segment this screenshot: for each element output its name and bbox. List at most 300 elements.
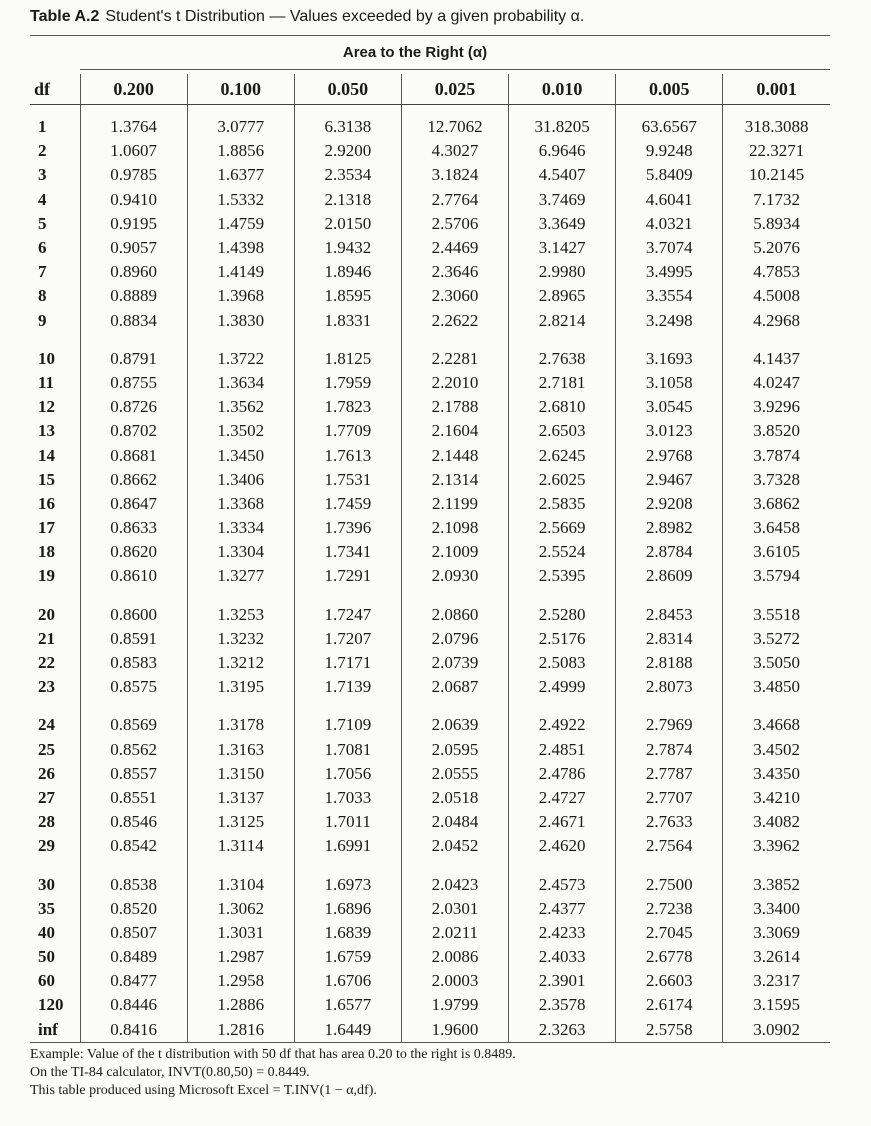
value-cell: 2.4620 <box>509 834 616 858</box>
value-cell: 1.3125 <box>187 810 294 834</box>
value-cell: 3.1058 <box>616 371 723 395</box>
value-cell: 0.8834 <box>80 309 187 333</box>
value-cell: 2.7500 <box>616 858 723 896</box>
value-cell: 2.5280 <box>509 589 616 627</box>
value-cell: 3.9296 <box>723 395 830 419</box>
df-cell: 5 <box>38 213 47 233</box>
table-row <box>30 858 830 896</box>
column-header: 0.010 <box>509 74 616 105</box>
table-label: Table A.2 <box>30 8 100 25</box>
table-row <box>30 564 830 588</box>
value-cell: 1.7247 <box>294 589 401 627</box>
value-cell: 2.7787 <box>616 762 723 786</box>
value-cell: 3.1427 <box>509 236 616 260</box>
value-cell: 4.6041 <box>616 188 723 212</box>
value-cell: 0.8520 <box>80 897 187 921</box>
value-cell: 1.6896 <box>294 897 401 921</box>
df-cell: 27 <box>38 787 55 807</box>
df-cell: 19 <box>38 566 55 586</box>
table-row <box>30 699 830 737</box>
df-cell: 35 <box>38 898 55 918</box>
value-cell: 1.7139 <box>294 675 401 699</box>
value-cell: 0.8591 <box>80 627 187 651</box>
value-cell: 2.2622 <box>401 309 508 333</box>
value-cell: 2.0739 <box>401 651 508 675</box>
value-cell: 1.4149 <box>187 260 294 284</box>
value-cell: 3.2614 <box>723 945 830 969</box>
value-cell: 2.5395 <box>509 564 616 588</box>
df-cell: 28 <box>38 812 55 832</box>
value-cell: 2.8784 <box>616 540 723 564</box>
value-cell: 12.7062 <box>401 105 508 140</box>
table-row <box>30 468 830 492</box>
value-cell: 10.2145 <box>723 163 830 187</box>
value-cell: 31.8205 <box>509 105 616 140</box>
value-cell: 2.1318 <box>294 188 401 212</box>
value-cell: 0.8538 <box>80 858 187 896</box>
value-cell: 5.8934 <box>723 212 830 236</box>
table-row <box>30 675 830 699</box>
df-cell: 10 <box>38 348 55 368</box>
value-cell: 4.1437 <box>723 333 830 371</box>
df-cell: 30 <box>38 874 55 894</box>
value-cell: 2.7564 <box>616 834 723 858</box>
value-cell: 3.4082 <box>723 810 830 834</box>
value-cell: 2.4922 <box>509 699 616 737</box>
value-cell: 1.9799 <box>401 993 508 1017</box>
value-cell: 1.7171 <box>294 651 401 675</box>
value-cell: 2.0555 <box>401 762 508 786</box>
table-row <box>30 284 830 308</box>
value-cell: 2.8188 <box>616 651 723 675</box>
value-cell: 1.3562 <box>187 395 294 419</box>
value-cell: 2.4377 <box>509 897 616 921</box>
table-row <box>30 589 830 627</box>
value-cell: 2.0796 <box>401 627 508 651</box>
value-cell: 1.3195 <box>187 675 294 699</box>
df-cell: 29 <box>38 836 55 856</box>
df-cell: 20 <box>38 604 55 624</box>
table-row <box>30 516 830 540</box>
value-cell: 3.5794 <box>723 564 830 588</box>
value-cell: 3.7874 <box>723 443 830 467</box>
df-cell: 12 <box>38 397 55 417</box>
table-row <box>30 419 830 443</box>
value-cell: 0.8791 <box>80 333 187 371</box>
df-cell: 17 <box>38 518 55 538</box>
value-cell: 9.9248 <box>616 139 723 163</box>
table-row <box>30 945 830 969</box>
table-row <box>30 139 830 163</box>
value-cell: 2.6503 <box>509 419 616 443</box>
value-cell: 3.8520 <box>723 419 830 443</box>
value-cell: 0.8551 <box>80 786 187 810</box>
value-cell: 1.3968 <box>187 284 294 308</box>
value-cell: 0.8542 <box>80 834 187 858</box>
value-cell: 2.1448 <box>401 443 508 467</box>
value-cell: 1.9432 <box>294 236 401 260</box>
df-cell: 1 <box>38 117 47 137</box>
value-cell: 1.3114 <box>187 834 294 858</box>
value-cell: 3.2317 <box>723 969 830 993</box>
value-cell: 2.5083 <box>509 651 616 675</box>
value-cell: 0.8557 <box>80 762 187 786</box>
value-cell: 1.6759 <box>294 945 401 969</box>
value-cell: 3.4210 <box>723 786 830 810</box>
df-cell: 14 <box>38 445 55 465</box>
value-cell: 2.7969 <box>616 699 723 737</box>
value-cell: 0.8416 <box>80 1018 187 1043</box>
table-row <box>30 786 830 810</box>
df-cell: 2 <box>38 141 47 161</box>
value-cell: 3.0777 <box>187 105 294 140</box>
value-cell: 2.4786 <box>509 762 616 786</box>
value-cell: 1.7011 <box>294 810 401 834</box>
value-cell: 0.8446 <box>80 993 187 1017</box>
value-cell: 2.7633 <box>616 810 723 834</box>
header-rule <box>80 69 830 70</box>
value-cell: 1.8946 <box>294 260 401 284</box>
value-cell: 3.5050 <box>723 651 830 675</box>
value-cell: 3.5518 <box>723 589 830 627</box>
value-cell: 1.3178 <box>187 699 294 737</box>
value-cell: 0.8489 <box>80 945 187 969</box>
value-cell: 2.5758 <box>616 1018 723 1043</box>
table-row <box>30 762 830 786</box>
table-row <box>30 921 830 945</box>
value-cell: 2.0484 <box>401 810 508 834</box>
value-cell: 2.4851 <box>509 738 616 762</box>
value-cell: 1.7531 <box>294 468 401 492</box>
value-cell: 1.3253 <box>187 589 294 627</box>
value-cell: 1.7109 <box>294 699 401 737</box>
value-cell: 2.7638 <box>509 333 616 371</box>
value-cell: 3.3649 <box>509 212 616 236</box>
value-cell: 3.4850 <box>723 675 830 699</box>
value-cell: 0.8562 <box>80 738 187 762</box>
value-cell: 1.4759 <box>187 212 294 236</box>
value-cell: 2.5176 <box>509 627 616 651</box>
value-cell: 3.3400 <box>723 897 830 921</box>
table-row <box>30 738 830 762</box>
table-row <box>30 395 830 419</box>
value-cell: 1.6577 <box>294 993 401 1017</box>
value-cell: 7.1732 <box>723 188 830 212</box>
table-row <box>30 236 830 260</box>
value-cell: 2.9980 <box>509 260 616 284</box>
value-cell: 2.0211 <box>401 921 508 945</box>
value-cell: 2.8073 <box>616 675 723 699</box>
value-cell: 1.3232 <box>187 627 294 651</box>
value-cell: 0.8546 <box>80 810 187 834</box>
df-cell: 6 <box>38 238 47 258</box>
value-cell: 3.3962 <box>723 834 830 858</box>
value-cell: 2.4469 <box>401 236 508 260</box>
value-cell: 1.7081 <box>294 738 401 762</box>
value-cell: 2.1314 <box>401 468 508 492</box>
value-cell: 0.8600 <box>80 589 187 627</box>
value-cell: 0.8889 <box>80 284 187 308</box>
table-row <box>30 105 830 140</box>
value-cell: 2.6245 <box>509 443 616 467</box>
value-cell: 1.4398 <box>187 236 294 260</box>
value-cell: 0.8633 <box>80 516 187 540</box>
value-cell: 1.8856 <box>187 139 294 163</box>
value-cell: 1.3764 <box>80 105 187 140</box>
df-cell: 120 <box>38 995 64 1015</box>
value-cell: 2.4573 <box>509 858 616 896</box>
value-cell: 0.8726 <box>80 395 187 419</box>
value-cell: 2.4999 <box>509 675 616 699</box>
value-cell: 2.4033 <box>509 945 616 969</box>
column-header: 0.200 <box>80 74 187 105</box>
value-cell: 2.5669 <box>509 516 616 540</box>
top-rule <box>30 35 830 36</box>
value-cell: 2.0003 <box>401 969 508 993</box>
column-header: 0.100 <box>187 74 294 105</box>
value-cell: 6.3138 <box>294 105 401 140</box>
value-cell: 3.4668 <box>723 699 830 737</box>
df-cell: 22 <box>38 653 55 673</box>
value-cell: 2.1009 <box>401 540 508 564</box>
df-cell: 25 <box>38 739 55 759</box>
value-cell: 2.5835 <box>509 492 616 516</box>
value-cell: 1.3502 <box>187 419 294 443</box>
value-cell: 2.6174 <box>616 993 723 1017</box>
df-cell: 40 <box>38 922 55 942</box>
value-cell: 2.8453 <box>616 589 723 627</box>
value-cell: 3.7074 <box>616 236 723 260</box>
df-cell: 9 <box>38 310 47 330</box>
value-cell: 2.7238 <box>616 897 723 921</box>
value-cell: 2.9768 <box>616 443 723 467</box>
value-cell: 1.3334 <box>187 516 294 540</box>
value-cell: 3.0902 <box>723 1018 830 1043</box>
value-cell: 0.8575 <box>80 675 187 699</box>
value-cell: 1.3163 <box>187 738 294 762</box>
value-cell: 2.2281 <box>401 333 508 371</box>
value-cell: 63.6567 <box>616 105 723 140</box>
value-cell: 1.3150 <box>187 762 294 786</box>
table-row <box>30 540 830 564</box>
value-cell: 0.9057 <box>80 236 187 260</box>
df-cell: 21 <box>38 628 55 648</box>
page-title <box>30 8 584 26</box>
value-cell: 2.8982 <box>616 516 723 540</box>
value-cell: 2.2010 <box>401 371 508 395</box>
value-cell: 0.8662 <box>80 468 187 492</box>
value-cell: 0.8960 <box>80 260 187 284</box>
value-cell: 2.1199 <box>401 492 508 516</box>
value-cell: 0.8569 <box>80 699 187 737</box>
table-row <box>30 969 830 993</box>
value-cell: 2.3263 <box>509 1018 616 1043</box>
table-row <box>30 309 830 333</box>
value-cell: 1.3212 <box>187 651 294 675</box>
value-cell: 2.9200 <box>294 139 401 163</box>
value-cell: 2.7764 <box>401 188 508 212</box>
value-cell: 2.0860 <box>401 589 508 627</box>
value-cell: 4.0321 <box>616 212 723 236</box>
value-cell: 1.2886 <box>187 993 294 1017</box>
value-cell: 2.0687 <box>401 675 508 699</box>
value-cell: 1.8331 <box>294 309 401 333</box>
value-cell: 0.9410 <box>80 188 187 212</box>
value-cell: 0.8681 <box>80 443 187 467</box>
value-cell: 1.7959 <box>294 371 401 395</box>
df-cell: 50 <box>38 947 55 967</box>
value-cell: 3.3554 <box>616 284 723 308</box>
value-cell: 1.3634 <box>187 371 294 395</box>
df-cell: 11 <box>38 372 55 392</box>
value-cell: 3.7328 <box>723 468 830 492</box>
value-cell: 1.3277 <box>187 564 294 588</box>
table-row <box>30 212 830 236</box>
value-cell: 1.6973 <box>294 858 401 896</box>
value-cell: 3.4350 <box>723 762 830 786</box>
value-cell: 1.7033 <box>294 786 401 810</box>
df-cell: 18 <box>38 542 55 562</box>
value-cell: 3.3852 <box>723 858 830 896</box>
value-cell: 1.7291 <box>294 564 401 588</box>
value-cell: 1.2816 <box>187 1018 294 1043</box>
df-cell: 13 <box>38 421 55 441</box>
value-cell: 0.8702 <box>80 419 187 443</box>
value-cell: 2.3534 <box>294 163 401 187</box>
value-cell: 1.3031 <box>187 921 294 945</box>
value-cell: 0.9785 <box>80 163 187 187</box>
value-cell: 318.3088 <box>723 105 830 140</box>
value-cell: 2.0930 <box>401 564 508 588</box>
value-cell: 4.5407 <box>509 163 616 187</box>
value-cell: 2.9467 <box>616 468 723 492</box>
value-cell: 1.2987 <box>187 945 294 969</box>
value-cell: 0.8647 <box>80 492 187 516</box>
df-cell: 60 <box>38 971 55 991</box>
table-row <box>30 260 830 284</box>
footnote-excel: This table produced using Microsoft Excel = T.INV(1 − α,df). <box>30 1083 377 1098</box>
table-row <box>30 834 830 858</box>
value-cell: 2.8965 <box>509 284 616 308</box>
table-row <box>30 897 830 921</box>
table-row <box>30 163 830 187</box>
table-row <box>30 333 830 371</box>
value-cell: 2.6025 <box>509 468 616 492</box>
value-cell: 2.7181 <box>509 371 616 395</box>
value-cell: 6.9646 <box>509 139 616 163</box>
column-header: 0.025 <box>401 74 508 105</box>
header-row <box>30 74 830 105</box>
value-cell: 2.8314 <box>616 627 723 651</box>
table-row <box>30 651 830 675</box>
value-cell: 2.8214 <box>509 309 616 333</box>
value-cell: 1.3830 <box>187 309 294 333</box>
value-cell: 2.3646 <box>401 260 508 284</box>
value-cell: 3.1824 <box>401 163 508 187</box>
value-cell: 2.0518 <box>401 786 508 810</box>
value-cell: 1.0607 <box>80 139 187 163</box>
value-cell: 2.3060 <box>401 284 508 308</box>
value-cell: 4.7853 <box>723 260 830 284</box>
footnote-ti84: On the TI-84 calculator, INVT(0.80,50) = 0.8449. <box>30 1065 310 1080</box>
df-cell: 7 <box>38 262 47 282</box>
df-cell: 26 <box>38 763 55 783</box>
value-cell: 3.6458 <box>723 516 830 540</box>
df-cell: 24 <box>38 715 55 735</box>
value-cell: 1.8595 <box>294 284 401 308</box>
value-cell: 5.2076 <box>723 236 830 260</box>
value-cell: 22.3271 <box>723 139 830 163</box>
table-row <box>30 1018 830 1043</box>
value-cell: 2.7045 <box>616 921 723 945</box>
value-cell: 3.0545 <box>616 395 723 419</box>
value-cell: 2.4671 <box>509 810 616 834</box>
value-cell: 0.8583 <box>80 651 187 675</box>
df-cell: 23 <box>38 677 55 697</box>
value-cell: 2.8609 <box>616 564 723 588</box>
value-cell: 5.8409 <box>616 163 723 187</box>
value-cell: 1.6449 <box>294 1018 401 1043</box>
table-title: Student's t Distribution — Values exceeded by a given probability α. <box>105 8 585 25</box>
df-cell: inf <box>38 1019 58 1039</box>
value-cell: 1.6706 <box>294 969 401 993</box>
value-cell: 2.3578 <box>509 993 616 1017</box>
value-cell: 0.8610 <box>80 564 187 588</box>
value-cell: 1.7341 <box>294 540 401 564</box>
value-cell: 1.7709 <box>294 419 401 443</box>
df-cell: 8 <box>38 286 47 306</box>
value-cell: 3.1595 <box>723 993 830 1017</box>
value-cell: 1.3062 <box>187 897 294 921</box>
value-cell: 2.9208 <box>616 492 723 516</box>
df-cell: 4 <box>38 189 47 209</box>
value-cell: 1.8125 <box>294 333 401 371</box>
value-cell: 3.4502 <box>723 738 830 762</box>
value-cell: 3.2498 <box>616 309 723 333</box>
value-cell: 0.9195 <box>80 212 187 236</box>
value-cell: 3.1693 <box>616 333 723 371</box>
t-distribution-table <box>30 74 830 1043</box>
df-header: df <box>30 74 80 105</box>
area-header: Area to the Right (α) <box>342 44 488 61</box>
value-cell: 2.7707 <box>616 786 723 810</box>
value-cell: 2.0452 <box>401 834 508 858</box>
footnotes <box>30 1046 516 1100</box>
value-cell: 3.0123 <box>616 419 723 443</box>
value-cell: 2.6810 <box>509 395 616 419</box>
value-cell: 1.3137 <box>187 786 294 810</box>
value-cell: 2.6603 <box>616 969 723 993</box>
value-cell: 1.7459 <box>294 492 401 516</box>
value-cell: 2.0086 <box>401 945 508 969</box>
value-cell: 3.7469 <box>509 188 616 212</box>
value-cell: 1.3450 <box>187 443 294 467</box>
value-cell: 1.7056 <box>294 762 401 786</box>
value-cell: 1.3304 <box>187 540 294 564</box>
value-cell: 2.3901 <box>509 969 616 993</box>
table-row <box>30 443 830 467</box>
value-cell: 0.8507 <box>80 921 187 945</box>
value-cell: 2.0423 <box>401 858 508 896</box>
value-cell: 4.2968 <box>723 309 830 333</box>
value-cell: 2.5706 <box>401 212 508 236</box>
value-cell: 1.3406 <box>187 468 294 492</box>
column-header: 0.005 <box>616 74 723 105</box>
value-cell: 1.6839 <box>294 921 401 945</box>
column-header: 0.050 <box>294 74 401 105</box>
value-cell: 2.1788 <box>401 395 508 419</box>
value-cell: 1.2958 <box>187 969 294 993</box>
